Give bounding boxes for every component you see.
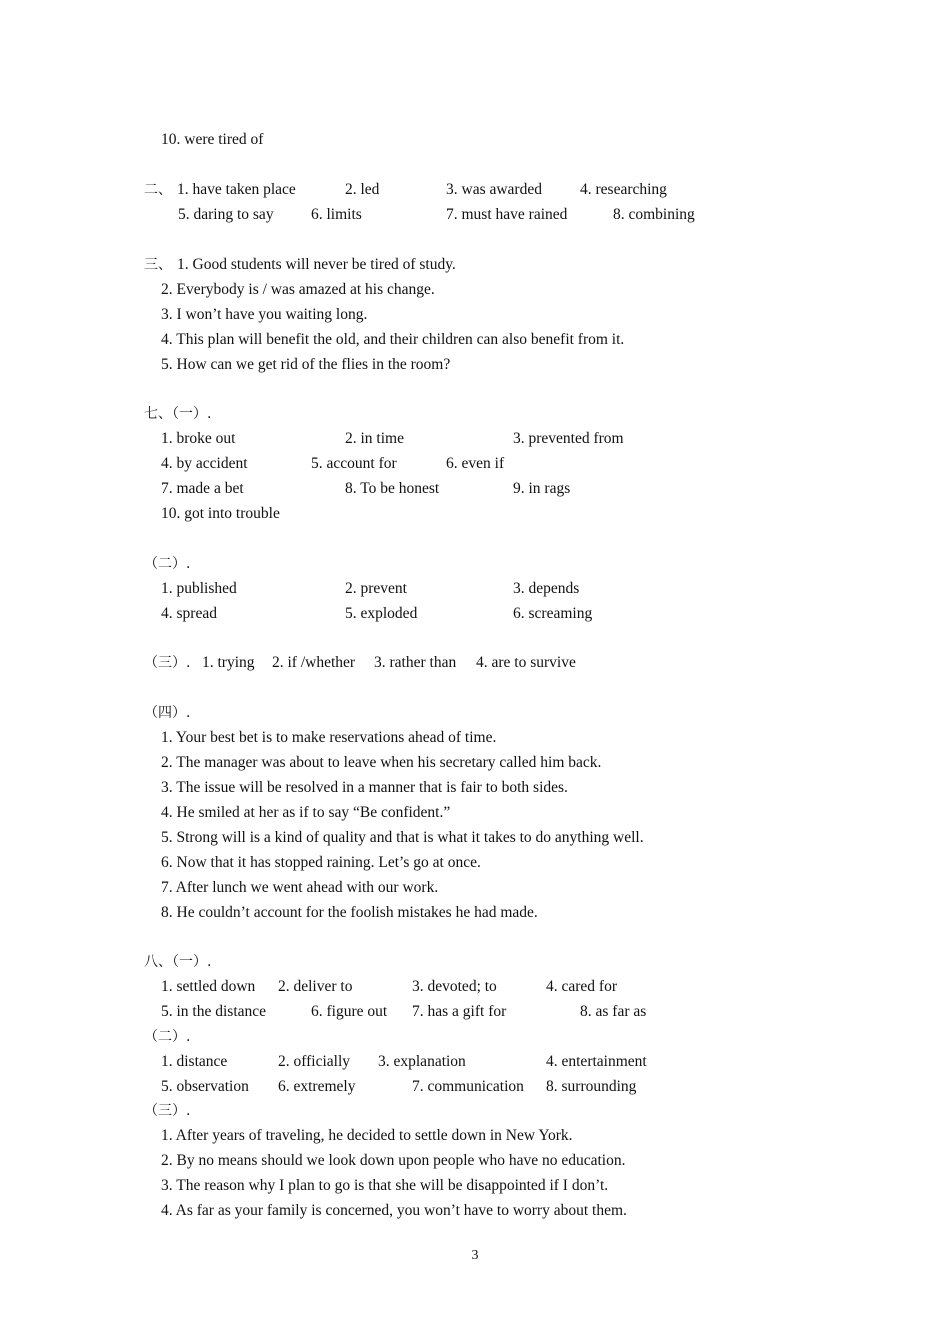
answer-item: 4. spread xyxy=(161,605,217,622)
answer-item: 6. figure out xyxy=(311,1003,388,1020)
answer-item: 7. has a gift for xyxy=(412,1003,507,1020)
answer-item: 8. To be honest xyxy=(345,480,440,497)
answer-item: 4. researching xyxy=(580,181,667,198)
answer-item: 7. communication xyxy=(412,1078,524,1095)
answer-item: 8. combining xyxy=(613,206,695,223)
answer-item: 2. if /whether xyxy=(272,654,356,671)
section-label: 七、（一）. xyxy=(144,406,212,422)
answer-sentence: 6. Now that it has stopped raining. Let’s go at once. xyxy=(161,854,481,871)
subsection-label: （二）. xyxy=(144,556,191,572)
answer-sentence: 4. As far as your family is concerned, you won’t have to worry about them. xyxy=(161,1202,627,1219)
section-label: 八、（一）. xyxy=(144,954,212,970)
answer-item: 6. screaming xyxy=(513,605,593,622)
answer-item: 2. deliver to xyxy=(278,978,353,995)
answer-sentence: 1. After years of traveling, he decided to settle down in New York. xyxy=(161,1127,573,1144)
answer-sentence: 4. He smiled at her as if to say “Be confident.” xyxy=(161,804,451,821)
answer-item: 5. exploded xyxy=(345,605,418,622)
answer-sentence: 2. Everybody is / was amazed at his change. xyxy=(161,281,435,298)
answer-item: 10. were tired of xyxy=(161,131,264,148)
answer-item: 7. made a bet xyxy=(161,480,244,497)
answer-sentence: 1. Your best bet is to make reservations ahead of time. xyxy=(161,729,497,746)
answer-sentence: 3. The issue will be resolved in a manner that is fair to both sides. xyxy=(161,779,568,796)
answer-sentence: 3. The reason why I plan to go is that she will be disappointed if I don’t. xyxy=(161,1177,609,1194)
answer-sentence: 8. He couldn’t account for the foolish mistakes he had made. xyxy=(161,904,538,921)
answer-item: 3. prevented from xyxy=(513,430,624,447)
answer-sentence: 1. Good students will never be tired of study. xyxy=(177,256,456,273)
answer-sentence: 4. This plan will benefit the old, and their children can also benefit from it. xyxy=(161,331,625,348)
answer-item: 6. even if xyxy=(446,455,505,472)
answer-item: 3. depends xyxy=(513,580,580,597)
answer-item: 3. was awarded xyxy=(446,181,542,198)
answer-item: 2. in time xyxy=(345,430,404,447)
subsection-label: （四）. xyxy=(144,705,191,721)
answer-item: 2. led xyxy=(345,181,380,198)
section-label: 三、 xyxy=(144,257,172,273)
answer-item: 3. explanation xyxy=(378,1053,466,1070)
answer-item: 1. have taken place xyxy=(177,181,296,198)
answer-item: 4. are to survive xyxy=(476,654,576,671)
subsection-label: （三）. xyxy=(144,1103,191,1119)
section-label: 二、 xyxy=(144,182,172,198)
answer-item: 2. prevent xyxy=(345,580,407,597)
answer-item: 7. must have rained xyxy=(446,206,568,223)
answer-sentence: 3. I won’t have you waiting long. xyxy=(161,306,368,323)
subsection-label: （二）. xyxy=(144,1029,191,1045)
answer-item: 1. trying xyxy=(202,654,255,671)
answer-item: 1. broke out xyxy=(161,430,236,447)
answer-item: 10. got into trouble xyxy=(161,505,280,522)
answer-sentence: 7. After lunch we went ahead with our work. xyxy=(161,879,439,896)
answer-item: 5. account for xyxy=(311,455,397,472)
answer-item: 1. published xyxy=(161,580,237,597)
answer-sentence: 5. How can we get rid of the flies in the room? xyxy=(161,356,451,373)
answer-sentence: 2. The manager was about to leave when his secretary called him back. xyxy=(161,754,602,771)
page-number: 3 xyxy=(471,1248,479,1263)
answer-item: 2. officially xyxy=(278,1053,351,1070)
answer-item: 5. observation xyxy=(161,1078,249,1095)
subsection-label: （三）. xyxy=(144,655,191,671)
answer-sentence: 5. Strong will is a kind of quality and that is what it takes to do anything well. xyxy=(161,829,644,846)
answer-item: 8. as far as xyxy=(580,1003,647,1020)
answer-item: 1. settled down xyxy=(161,978,256,995)
answer-item: 8. surrounding xyxy=(546,1078,637,1095)
answer-item: 3. rather than xyxy=(374,654,457,671)
answer-item: 4. entertainment xyxy=(546,1053,647,1070)
answer-item: 1. distance xyxy=(161,1053,228,1070)
answer-item: 4. by accident xyxy=(161,455,248,472)
answer-sentence: 2. By no means should we look down upon people who have no education. xyxy=(161,1152,626,1169)
answer-item: 6. limits xyxy=(311,206,362,223)
answer-item: 3. devoted; to xyxy=(412,978,497,995)
answer-item: 5. in the distance xyxy=(161,1003,267,1020)
answer-item: 6. extremely xyxy=(278,1078,356,1095)
answer-item: 9. in rags xyxy=(513,480,571,497)
answer-item: 4. cared for xyxy=(546,978,617,995)
answer-item: 5. daring to say xyxy=(178,206,274,223)
